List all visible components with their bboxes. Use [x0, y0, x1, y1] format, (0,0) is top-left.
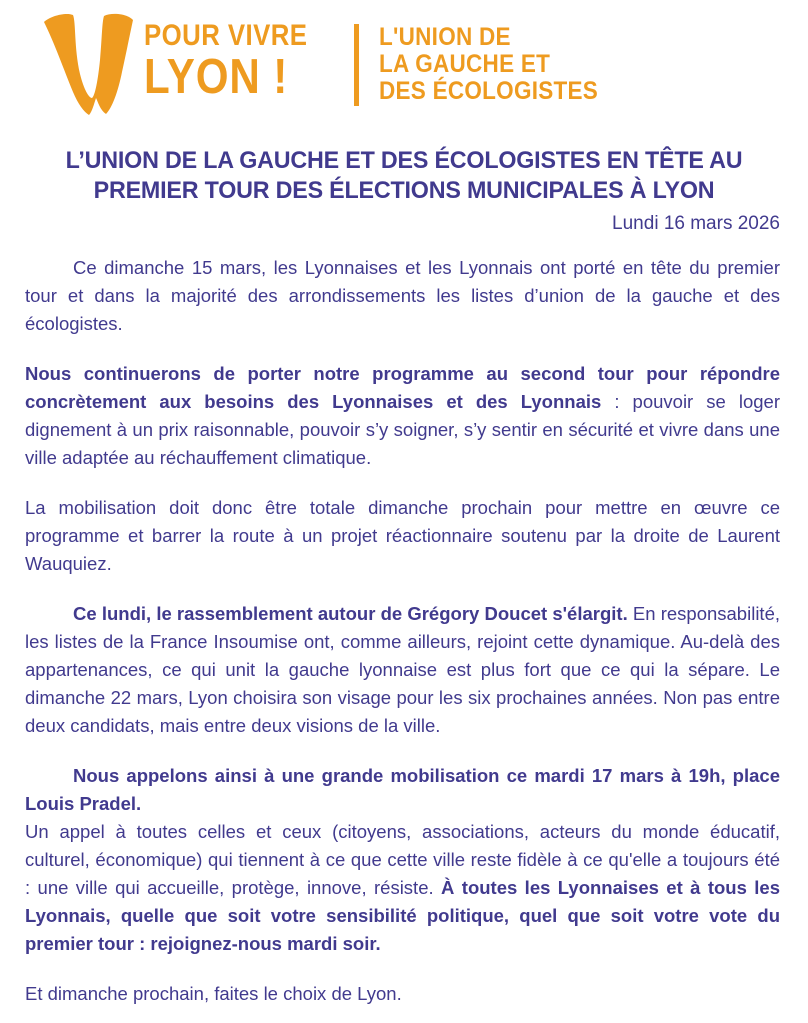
paragraph-5-call-to-action	[25, 762, 780, 818]
paragraph-6	[25, 818, 780, 958]
logo-tagline-line3: DES ÉCOLOGISTES	[379, 77, 599, 105]
paragraph-4-bold: Ce lundi, le rassemblement autour de Grégory Doucet s'élargit.	[73, 603, 628, 624]
logo-tagline-line1: L'UNION DE	[379, 23, 511, 51]
paragraph-3-text: La mobilisation doit donc être totale dimanche prochain pour mettre en œuvre ce programme et barrer la route à un projet réactionnaire soutenu par la droite de Laurent Wauquiez.	[25, 497, 780, 574]
paragraph-2	[25, 360, 780, 472]
logo-wordmark-line2: LYON !	[144, 50, 289, 104]
logo-wordmark	[144, 20, 334, 102]
stylized-v-brushstroke-icon	[40, 8, 136, 116]
paragraph-6-bold: À toutes les Lyonnaises et à tous les Lyonnais, quelle que soit votre sensibilité politique, quel que soit votre vote du premier tour : rejoignez-nous mardi soir.	[25, 877, 780, 954]
paragraph-4	[25, 600, 780, 740]
document-date: Lundi 16 mars 2026	[612, 213, 780, 234]
logo-tagline-line2: LA GAUCHE ET	[379, 50, 551, 78]
page-title-line2: PREMIER TOUR DES ÉLECTIONS MUNICIPALES À LYON	[93, 177, 715, 204]
paragraph-5-bold: Nous appelons ainsi à une grande mobilisation ce mardi 17 mars à 19h, place Louis Pradel.	[25, 765, 780, 814]
logo-lockup	[40, 8, 622, 116]
logo-divider	[354, 24, 359, 106]
page-title-line1: L’UNION DE LA GAUCHE ET DES ÉCOLOGISTES EN TÊTE AU	[65, 147, 743, 174]
document-body	[0, 236, 808, 1008]
page-title	[0, 128, 808, 206]
logo-header-band	[0, 0, 808, 128]
paragraph-7	[25, 980, 780, 1008]
paragraph-7-text: Et dimanche prochain, faites le choix de Lyon.	[25, 983, 402, 1004]
paragraph-2-rest: : pouvoir se loger dignement à un prix raisonnable, pouvoir s’y soigner, s’y sentir en sécurité et vivre dans une ville adaptée au réchauffement climatique.	[25, 391, 780, 468]
paragraph-6-start: Un appel à toutes celles et ceux (citoyens, associations, acteurs du monde éducatif, culturel, économique) qui tiennent à ce que cette ville reste fidèle à ce qu'elle a toujours été : une ville qui accueille, protège, innove, résiste.	[25, 821, 780, 898]
paragraph-4-rest: En responsabilité, les listes de la France Insoumise ont, comme ailleurs, rejoint cette dynamique. Au-delà des appartenances, ce qui unit la gauche lyonnaise est plus fort que ce qui la sépare. Le dimanche 22 mars, Lyon choisira son visage pour les six prochaines années. Non pas entre deux candidats, mais entre deux visions de la ville.	[25, 603, 780, 736]
paragraph-1	[25, 254, 780, 338]
paragraph-2-bold: Nous continuerons de porter notre programme au second tour pour répondre concrètement aux besoins des Lyonnaises et des Lyonnais	[25, 363, 780, 412]
paragraph-1-text: Ce dimanche 15 mars, les Lyonnaises et les Lyonnais ont porté en tête du premier tour et dans la majorité des arrondissements les listes d’union de la gauche et des écologistes.	[25, 257, 780, 334]
logo-wordmark-line1: POUR VIVRE	[144, 19, 308, 52]
paragraph-3	[25, 494, 780, 578]
logo-tagline	[379, 24, 622, 105]
